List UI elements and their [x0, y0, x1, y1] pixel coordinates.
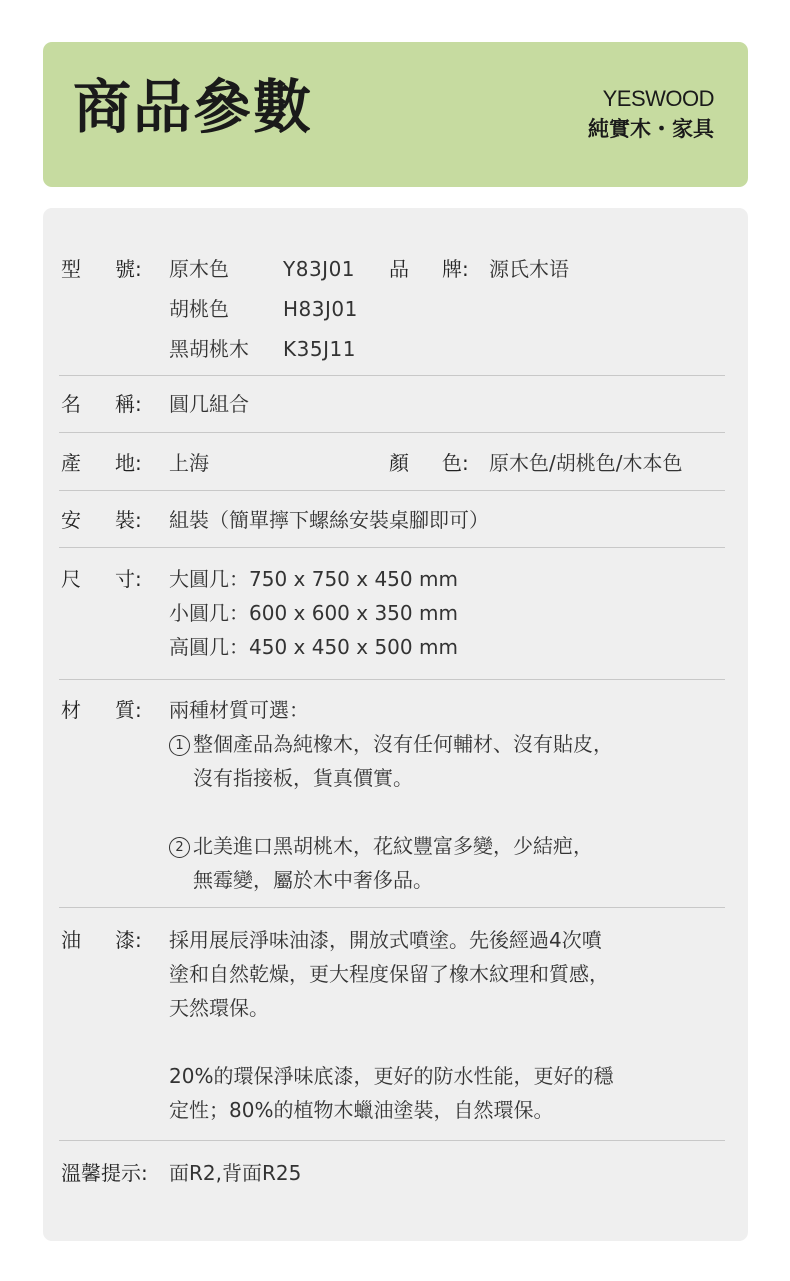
- paint-line: 採用展辰淨味油漆，開放式噴塗。先後經過4次噴: [169, 928, 602, 952]
- install-value: 組裝（簡單擰下螺絲安裝桌腳即可）: [169, 508, 489, 532]
- tip-value: 面R2,背面R25: [169, 1161, 302, 1185]
- material-option-1: 1 整個產品為純橡木，沒有任何輔材、沒有貼皮，: [169, 727, 613, 761]
- name-value: 圓几組合: [169, 392, 249, 416]
- origin-label: 產 地:: [61, 451, 142, 475]
- paint-line: 定性；80%的植物木蠟油塗裝，自然環保。: [169, 1098, 554, 1122]
- page-title: 商品參數: [73, 73, 314, 141]
- brand-name-en: YESWOOD: [602, 86, 714, 111]
- model-item: 胡桃色 H83J01: [169, 297, 358, 321]
- divider: [59, 375, 725, 376]
- brand-tagline: 純實木・家具: [588, 117, 714, 141]
- name-label: 名 稱:: [61, 392, 142, 416]
- brand-value: 源氏木语: [489, 257, 569, 281]
- brand-block: [588, 86, 714, 146]
- number-2-icon: 2: [169, 837, 190, 858]
- color-label: 顏 色:: [389, 451, 469, 475]
- spec-panel: [43, 208, 748, 1241]
- material-option-1-cont: 沒有指接板，貨真價實。: [193, 766, 413, 790]
- paint-line: 塗和自然乾燥，更大程度保留了橡木紋理和質感，: [169, 962, 609, 986]
- size-label: 尺 寸:: [61, 567, 142, 591]
- divider: [59, 1140, 725, 1141]
- size-item: 高圓几：450 x 450 x 500 mm: [169, 635, 458, 659]
- divider: [59, 679, 725, 680]
- color-value: 原木色/胡桃色/木本色: [489, 451, 683, 475]
- divider: [59, 490, 725, 491]
- header-banner: [43, 42, 748, 187]
- model-item: 黑胡桃木 K35J11: [169, 337, 356, 361]
- divider: [59, 547, 725, 548]
- size-item: 大圓几：750 x 750 x 450 mm: [169, 567, 458, 591]
- paint-line: 20%的環保淨味底漆，更好的防水性能，更好的穩: [169, 1064, 614, 1088]
- material-block: [169, 693, 613, 897]
- install-label: 安 裝:: [61, 508, 142, 532]
- paint-label: 油 漆:: [61, 928, 142, 952]
- paint-line: 天然環保。: [169, 996, 269, 1020]
- material-option-2: 2 北美進口黑胡桃木，花紋豐富多變，少結疤，: [169, 829, 613, 863]
- tip-label: 溫馨提示:: [61, 1161, 148, 1185]
- origin-value: 上海: [169, 451, 209, 475]
- number-1-icon: 1: [169, 735, 190, 756]
- brand-label: 品 牌:: [389, 257, 469, 281]
- paint-block: [169, 923, 613, 1127]
- divider: [59, 432, 725, 433]
- size-item: 小圓几：600 x 600 x 350 mm: [169, 601, 458, 625]
- material-intro: 兩種材質可選：: [169, 698, 309, 722]
- material-label: 材 質:: [61, 698, 142, 722]
- model-item: 原木色 Y83J01: [169, 257, 356, 281]
- model-list: [169, 252, 358, 366]
- material-option-2-cont: 無霉變，屬於木中奢侈品。: [193, 868, 433, 892]
- size-list: [169, 562, 458, 664]
- model-label: 型 號:: [61, 257, 142, 281]
- divider: [59, 907, 725, 908]
